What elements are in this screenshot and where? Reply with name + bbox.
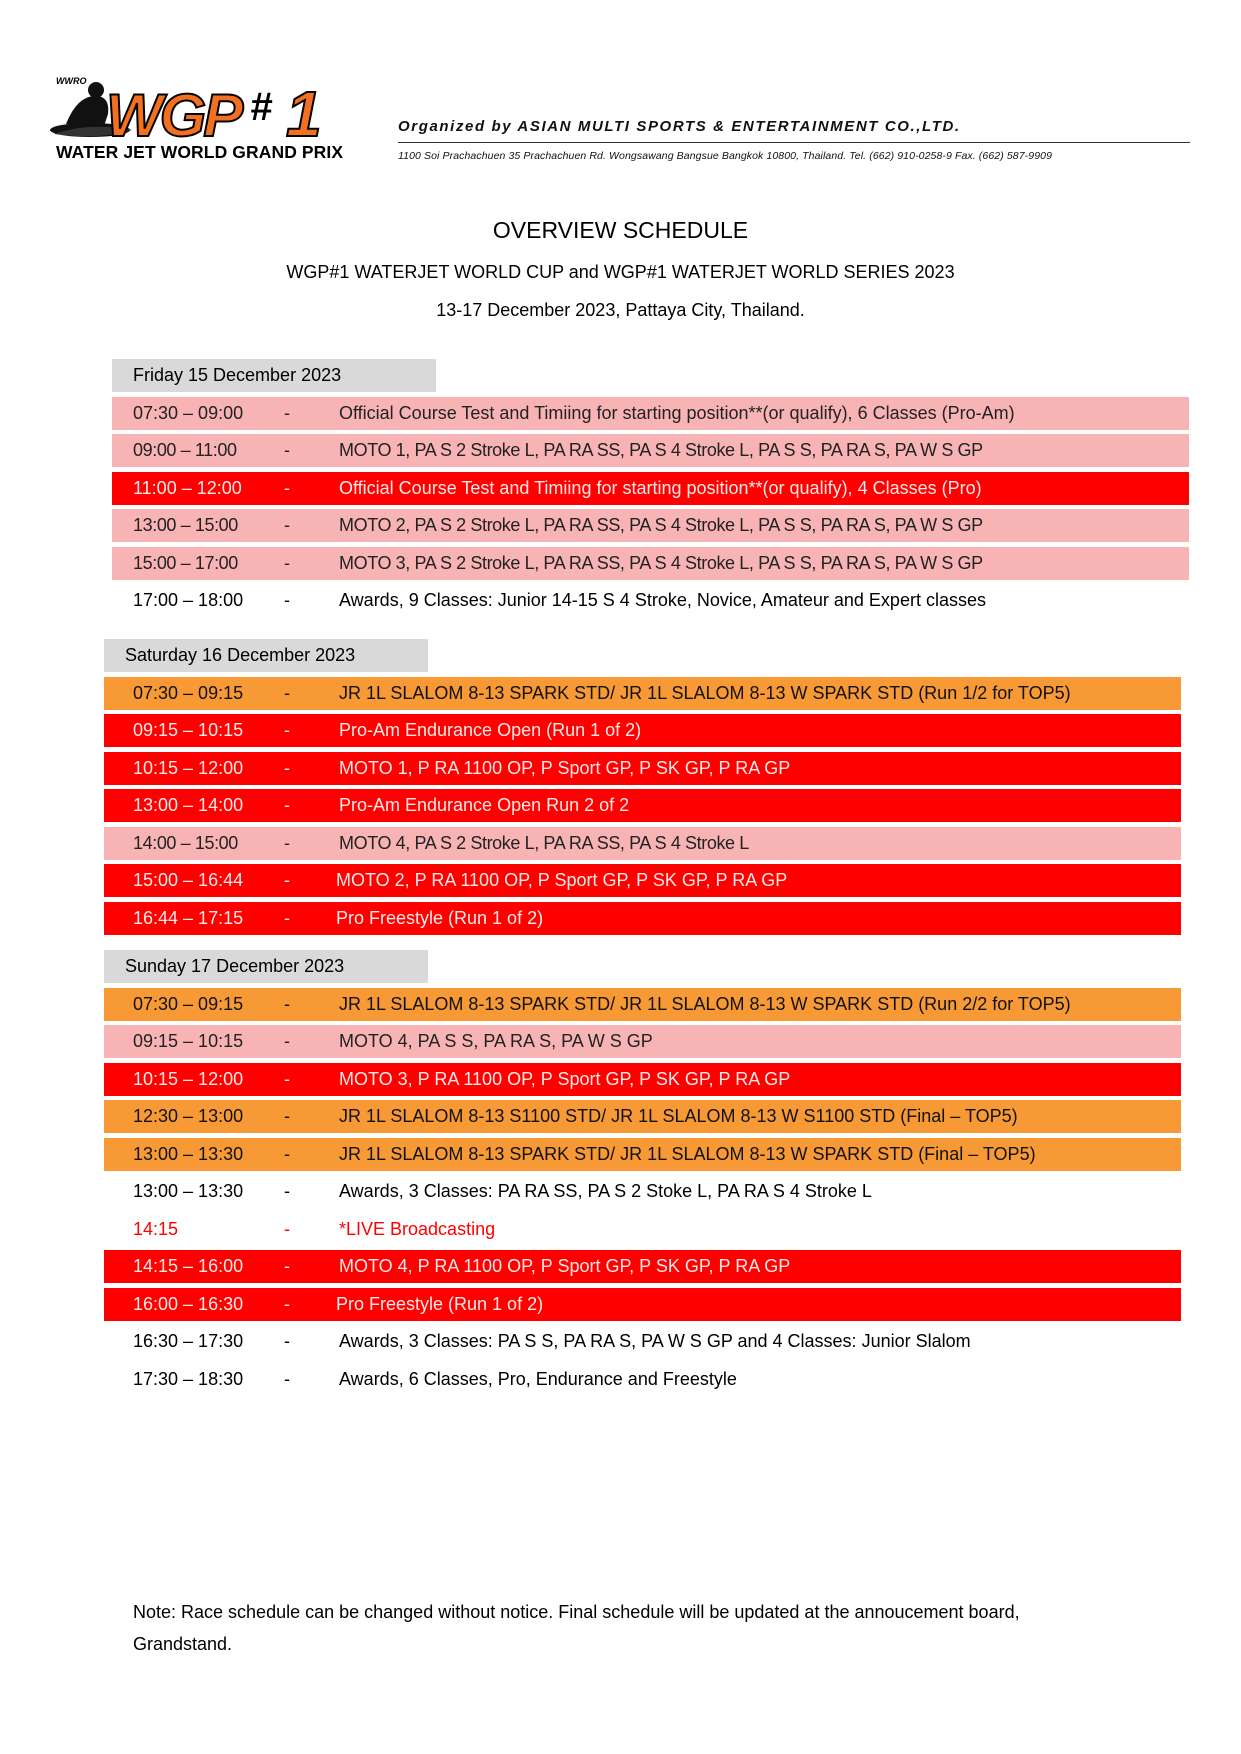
- row-time: 07:30 – 09:15: [133, 994, 244, 1014]
- row-time: 09:15 – 10:15: [133, 720, 244, 740]
- row-time: 10:15 – 12:00: [133, 758, 244, 778]
- row-description: JR 1L SLALOM 8-13 SPARK STD/ JR 1L SLALOM 8-13 W SPARK STD (Final – TOP5): [339, 1144, 1036, 1164]
- row-dash: -: [284, 720, 290, 740]
- row-time: 14:00 – 15:00: [133, 833, 238, 853]
- day-header-friday: Friday 15 December 2023: [112, 359, 436, 392]
- row-dash: -: [284, 758, 290, 778]
- svg-text:#: #: [250, 85, 273, 129]
- row-time: 14:15 – 16:00: [133, 1256, 244, 1276]
- schedule-row: [112, 397, 1189, 430]
- row-time: 09:15 – 10:15: [133, 1031, 244, 1051]
- schedule-row: [104, 677, 1181, 710]
- schedule-row: [104, 864, 1181, 897]
- schedule-note: Note: Race schedule can be changed without notice. Final schedule will be updated at the annoucement board, Grandstand.: [133, 1602, 1020, 1654]
- schedule-row: [104, 714, 1181, 747]
- row-description: MOTO 4, P RA 1100 OP, P Sport GP, P SK GP, P RA GP: [339, 1256, 791, 1276]
- row-time: 14:15: [133, 1219, 179, 1239]
- row-dash: -: [284, 870, 290, 890]
- row-time: 12:30 – 13:00: [133, 1106, 244, 1126]
- row-description: MOTO 2, P RA 1100 OP, P Sport GP, P SK GP, P RA GP: [336, 870, 788, 890]
- row-time: 16:00 – 16:30: [133, 1294, 244, 1314]
- row-description: Pro-Am Endurance Open Run 2 of 2: [339, 795, 630, 815]
- schedule-row: [104, 1063, 1181, 1096]
- schedule-row-live: [104, 1213, 1181, 1246]
- row-dash: -: [284, 683, 290, 703]
- row-time: 07:30 – 09:15: [133, 683, 244, 703]
- day-header-saturday: Saturday 16 December 2023: [104, 639, 428, 672]
- row-description: MOTO 1, P RA 1100 OP, P Sport GP, P SK GP, P RA GP: [339, 758, 791, 778]
- schedule-row: [112, 547, 1189, 580]
- row-dash: -: [284, 833, 290, 853]
- row-dash: -: [284, 1219, 290, 1239]
- row-dash: -: [284, 1106, 290, 1126]
- row-description: JR 1L SLALOM 8-13 S1100 STD/ JR 1L SLALOM 8-13 W S1100 STD (Final – TOP5): [339, 1106, 1018, 1126]
- row-dash: -: [284, 590, 290, 610]
- row-time: 13:00 – 13:30: [133, 1144, 244, 1164]
- row-dash: -: [284, 1294, 290, 1314]
- row-dash: -: [284, 1331, 290, 1351]
- row-description: MOTO 3, PA S 2 Stroke L, PA RA SS, PA S 4 Stroke L, PA S S, PA RA S, PA W S GP: [339, 553, 983, 573]
- row-time: 15:00 – 16:44: [133, 870, 244, 890]
- row-description: Official Course Test and Timiing for starting position**(or qualify), 4 Classes (Pro): [339, 478, 982, 498]
- schedule-row: [104, 789, 1181, 822]
- schedule-row: [112, 434, 1189, 467]
- row-description: Awards, 6 Classes, Pro, Endurance and Freestyle: [339, 1369, 737, 1389]
- row-dash: -: [284, 1069, 290, 1089]
- row-dash: -: [284, 908, 290, 928]
- row-description: MOTO 2, PA S 2 Stroke L, PA RA SS, PA S 4 Stroke L, PA S S, PA RA S, PA W S GP: [339, 515, 983, 535]
- row-time: 13:00 – 15:00: [133, 515, 238, 535]
- row-description: Awards, 9 Classes: Junior 14-15 S 4 Stroke, Novice, Amateur and Expert classes: [339, 590, 986, 610]
- day-header-sunday: Sunday 17 December 2023: [104, 950, 428, 983]
- schedule-row: [104, 1250, 1181, 1283]
- event-dates: 13-17 December 2023, Pattaya City, Thailand.: [436, 300, 805, 320]
- svg-text:WGP: WGP: [106, 82, 241, 149]
- schedule-row: [104, 1025, 1181, 1058]
- organizer-address: 1100 Soi Prachachuen 35 Prachachuen Rd. Wongsawang Bangsue Bangkok 10800, Thailand. Tel. (662) 910-0258-9 Fax. (662) 587-9909: [398, 150, 1053, 162]
- row-dash: -: [284, 478, 290, 498]
- row-time: 11:00 – 12:00: [133, 478, 242, 498]
- schedule-row: [104, 827, 1181, 860]
- row-dash: -: [284, 440, 290, 460]
- header-divider: [398, 142, 1190, 143]
- row-time: 17:00 – 18:00: [133, 590, 244, 610]
- schedule-row: [112, 584, 1189, 617]
- row-description: MOTO 3, P RA 1100 OP, P Sport GP, P SK GP, P RA GP: [339, 1069, 791, 1089]
- row-description: *LIVE Broadcasting: [339, 1219, 496, 1239]
- schedule-row: [104, 902, 1181, 935]
- schedule-row: [104, 1138, 1181, 1171]
- row-time: 16:30 – 17:30: [133, 1331, 244, 1351]
- row-dash: -: [284, 1256, 290, 1276]
- row-description: Pro Freestyle (Run 1 of 2): [336, 908, 544, 928]
- organizer-line: Organized by ASIAN MULTI SPORTS & ENTERTAINMENT CO.,LTD.: [398, 118, 961, 135]
- row-description: JR 1L SLALOM 8-13 SPARK STD/ JR 1L SLALOM 8-13 W SPARK STD (Run 2/2 for TOP5): [339, 994, 1071, 1014]
- schedule-row: [104, 1325, 1181, 1358]
- wwro-mark: WWRO: [56, 76, 87, 86]
- svg-text:1: 1: [286, 78, 322, 150]
- row-time: 09:00 – 11:00: [133, 440, 237, 460]
- row-time: 15:00 – 17:00: [133, 553, 238, 573]
- row-description: Pro Freestyle (Run 1 of 2): [336, 1294, 544, 1314]
- schedule-row: [112, 509, 1189, 542]
- row-dash: -: [284, 1369, 290, 1389]
- row-description: Awards, 3 Classes: PA S S, PA RA S, PA W S GP and 4 Classes: Junior Slalom: [339, 1331, 971, 1351]
- row-dash: -: [284, 1031, 290, 1051]
- row-dash: -: [284, 1144, 290, 1164]
- row-dash: -: [284, 795, 290, 815]
- schedule-row: [112, 472, 1189, 505]
- row-dash: -: [284, 994, 290, 1014]
- schedule-row: [104, 1100, 1181, 1133]
- row-dash: -: [284, 403, 290, 423]
- row-time: 13:00 – 14:00: [133, 795, 244, 815]
- row-time: 17:30 – 18:30: [133, 1369, 244, 1389]
- row-time: 10:15 – 12:00: [133, 1069, 244, 1089]
- row-time: 07:30 – 09:00: [133, 403, 244, 423]
- schedule-row: [104, 988, 1181, 1021]
- row-time: 13:00 – 13:30: [133, 1181, 244, 1201]
- row-description: MOTO 4, PA S S, PA RA S, PA W S GP: [339, 1031, 653, 1051]
- row-description: MOTO 1, PA S 2 Stroke L, PA RA SS, PA S 4 Stroke L, PA S S, PA RA S, PA W S GP: [339, 440, 983, 460]
- row-description: MOTO 4, PA S 2 Stroke L, PA RA SS, PA S 4 Stroke L: [339, 833, 749, 853]
- page-title: OVERVIEW SCHEDULE: [492, 217, 749, 243]
- row-dash: -: [284, 515, 290, 535]
- event-name: WGP#1 WATERJET WORLD CUP and WGP#1 WATERJET WORLD SERIES 2023: [286, 262, 955, 282]
- row-time: 16:44 – 17:15: [133, 908, 244, 928]
- row-description: Pro-Am Endurance Open (Run 1 of 2): [339, 720, 642, 740]
- logo-caption: WATER JET WORLD GRAND PRIX: [56, 142, 344, 162]
- row-dash: -: [284, 1181, 290, 1201]
- schedule-row: [104, 1363, 1181, 1396]
- schedule-row: [104, 1175, 1181, 1208]
- row-description: JR 1L SLALOM 8-13 SPARK STD/ JR 1L SLALOM 8-13 W SPARK STD (Run 1/2 for TOP5): [339, 683, 1071, 703]
- schedule-row: [104, 1288, 1181, 1321]
- row-dash: -: [284, 553, 290, 573]
- schedule-row: [104, 752, 1181, 785]
- row-description: Official Course Test and Timiing for starting position**(or qualify), 6 Classes (Pro-Am): [339, 403, 1015, 423]
- row-description: Awards, 3 Classes: PA RA SS, PA S 2 Stoke L, PA RA S 4 Stroke L: [339, 1181, 872, 1201]
